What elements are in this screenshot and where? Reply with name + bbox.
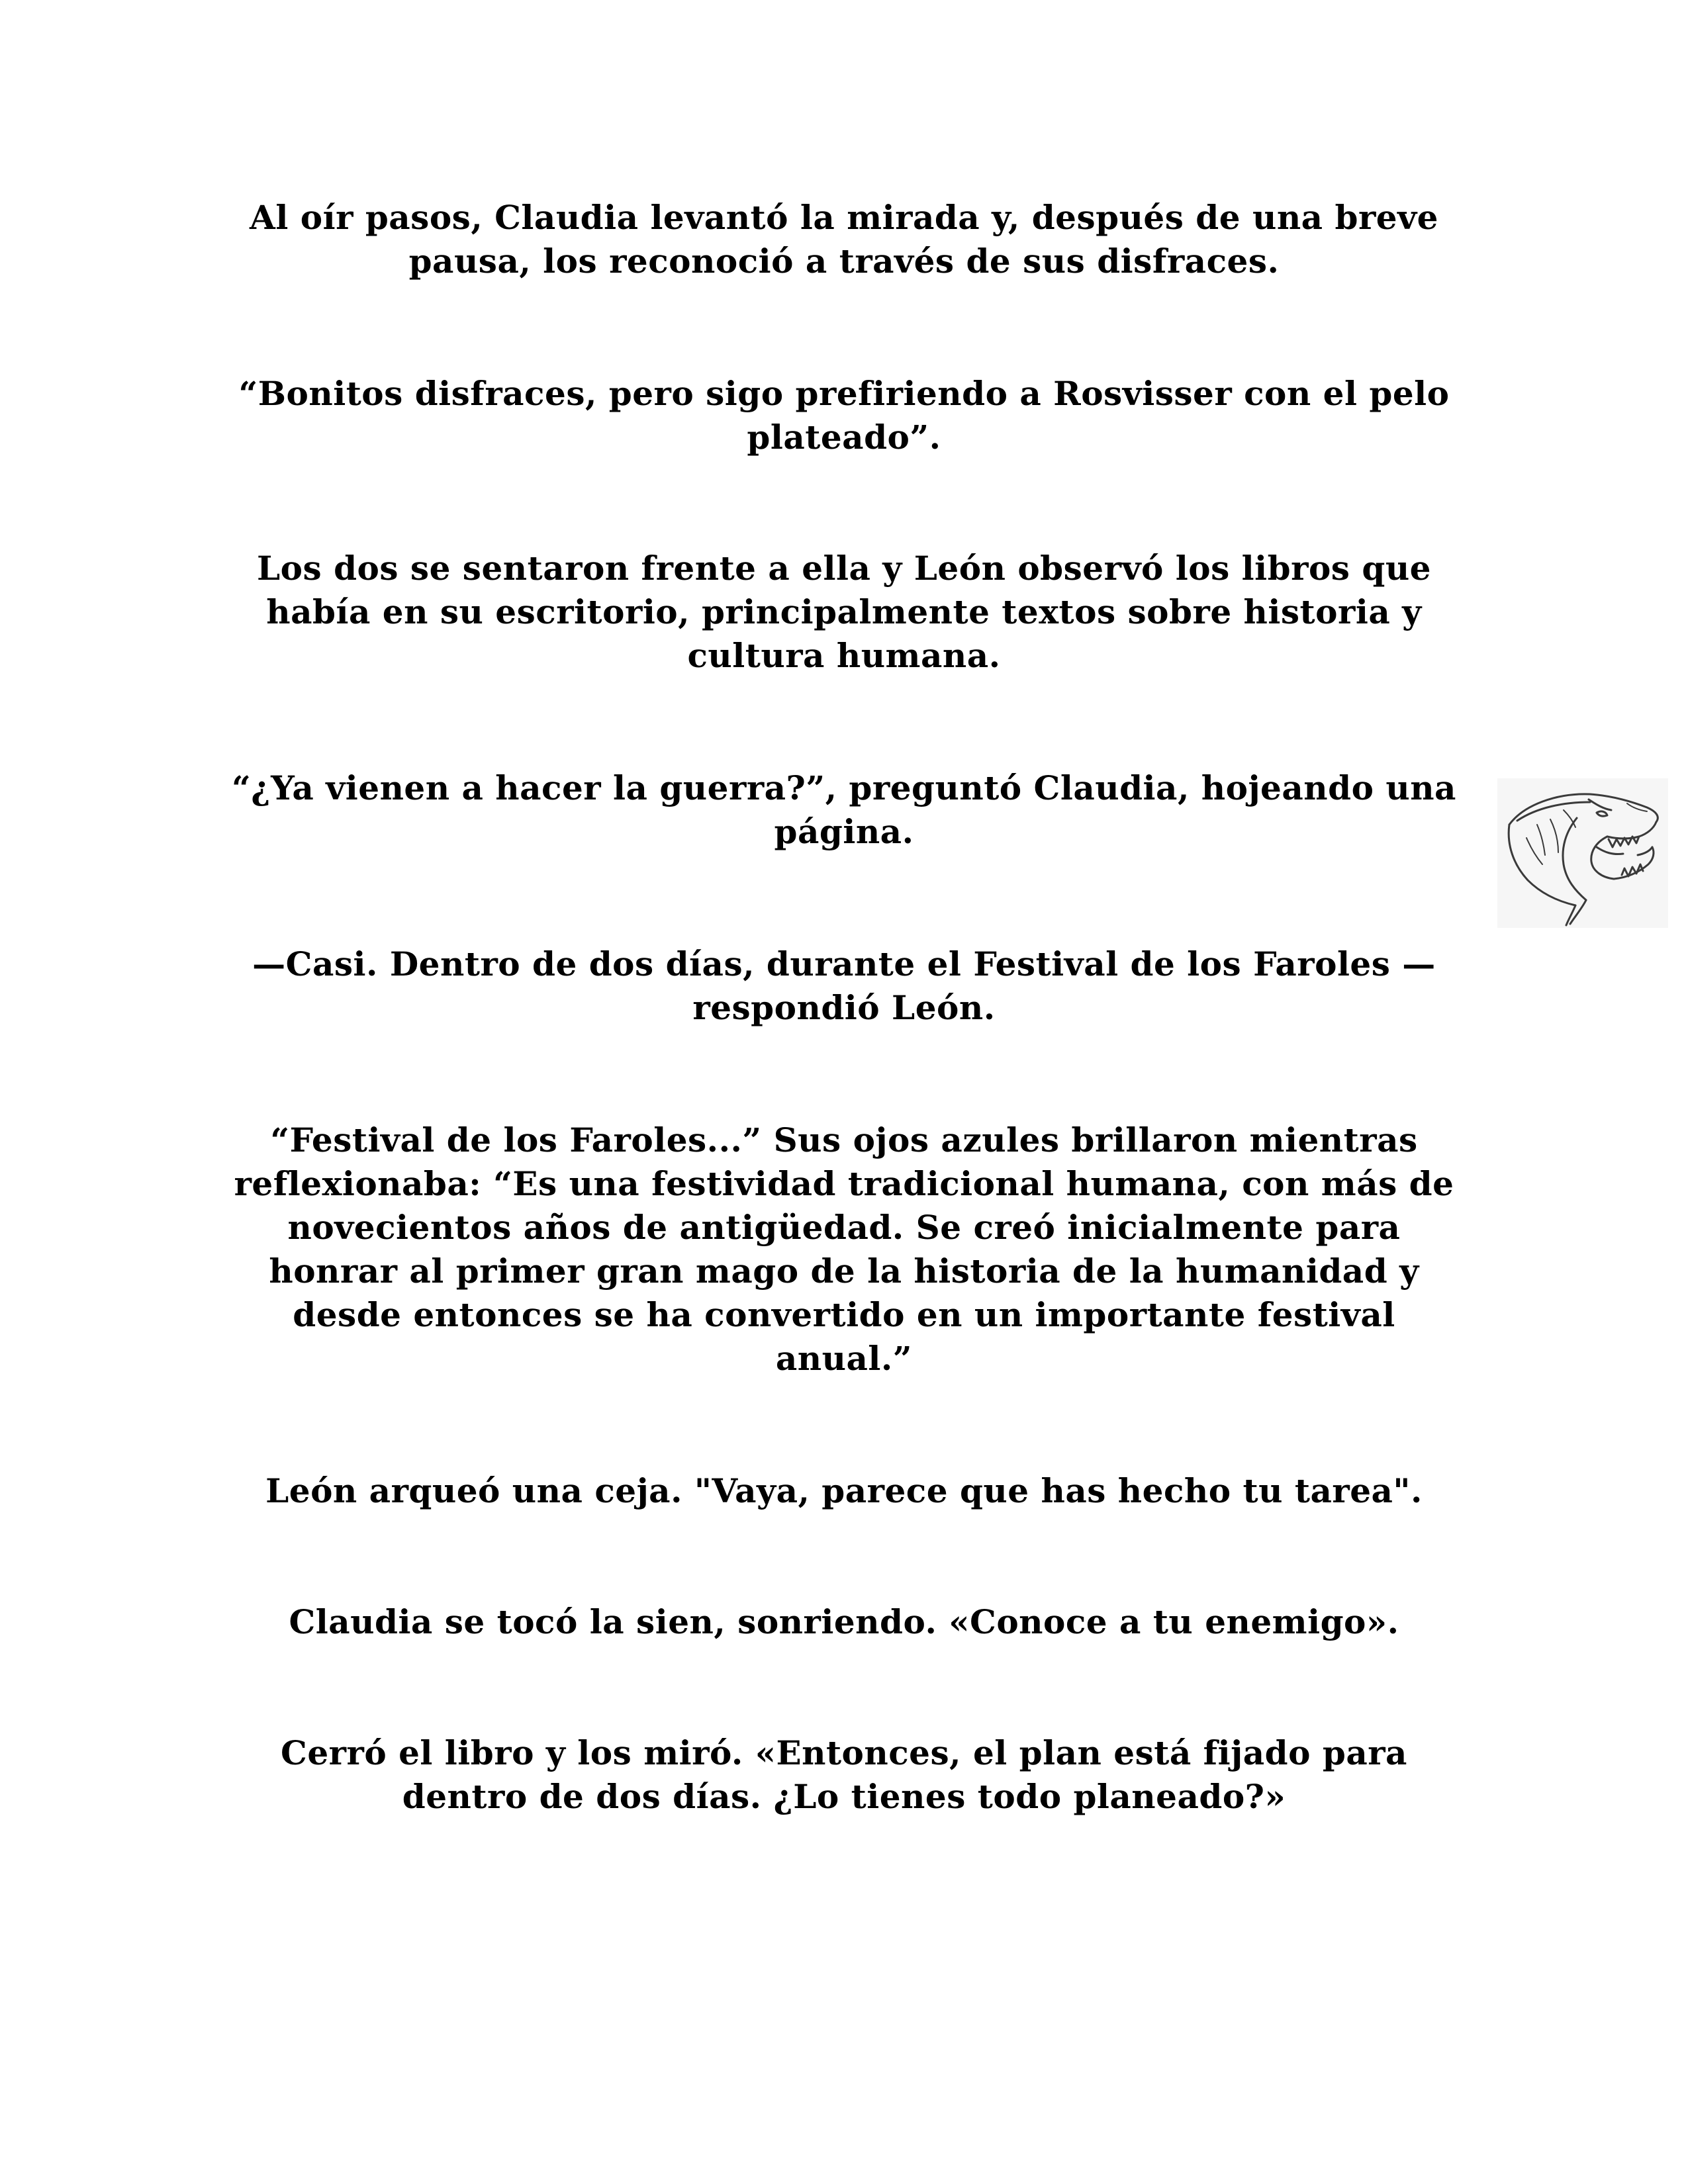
paragraph-1: Al oír pasos, Claudia levantó la mirada y, después de una breve pausa, los reconoció a través de sus disfraces.	[250, 198, 1438, 281]
paragraph-6: “Festival de los Faroles...” Sus ojos azules brillaron mientras reflexionaba: “Es una festividad tradicional humana, con más de novecientos años de antigüedad. Se creó inicialmente para honrar al primer gran mago de la historia de la humanidad y desde entonces se ha convertido en un importante festival anual.”	[234, 1120, 1454, 1378]
paragraph-8: Claudia se tocó la sien, sonriendo. «Conoce a tu enemigo».	[289, 1602, 1399, 1641]
paragraph-2: “Bonitos disfraces, pero sigo prefiriendo a Rosvisser con el pelo plateado”.	[238, 374, 1450, 457]
paragraph-5: —Casi. Dentro de dos días, durante el Festival de los Faroles —respondió León.	[252, 944, 1436, 1027]
paragraph-4: “¿Ya vienen a hacer la guerra?”, preguntó Claudia, hojeando una página.	[232, 768, 1456, 851]
paragraph-7: León arqueó una ceja. "Vaya, parece que has hecho tu tarea".	[265, 1471, 1423, 1510]
paragraph-3: Los dos se sentaron frente a ella y León observó los libros que había en su escritorio, principalmente textos sobre historia y cultura humana.	[257, 549, 1431, 675]
dinosaur-head-sketch-icon	[1497, 778, 1668, 928]
paragraph-9: Cerró el libro y los miró. «Entonces, el plan está fijado para dentro de dos días. ¿Lo tienes todo planeado?»	[281, 1733, 1407, 1816]
